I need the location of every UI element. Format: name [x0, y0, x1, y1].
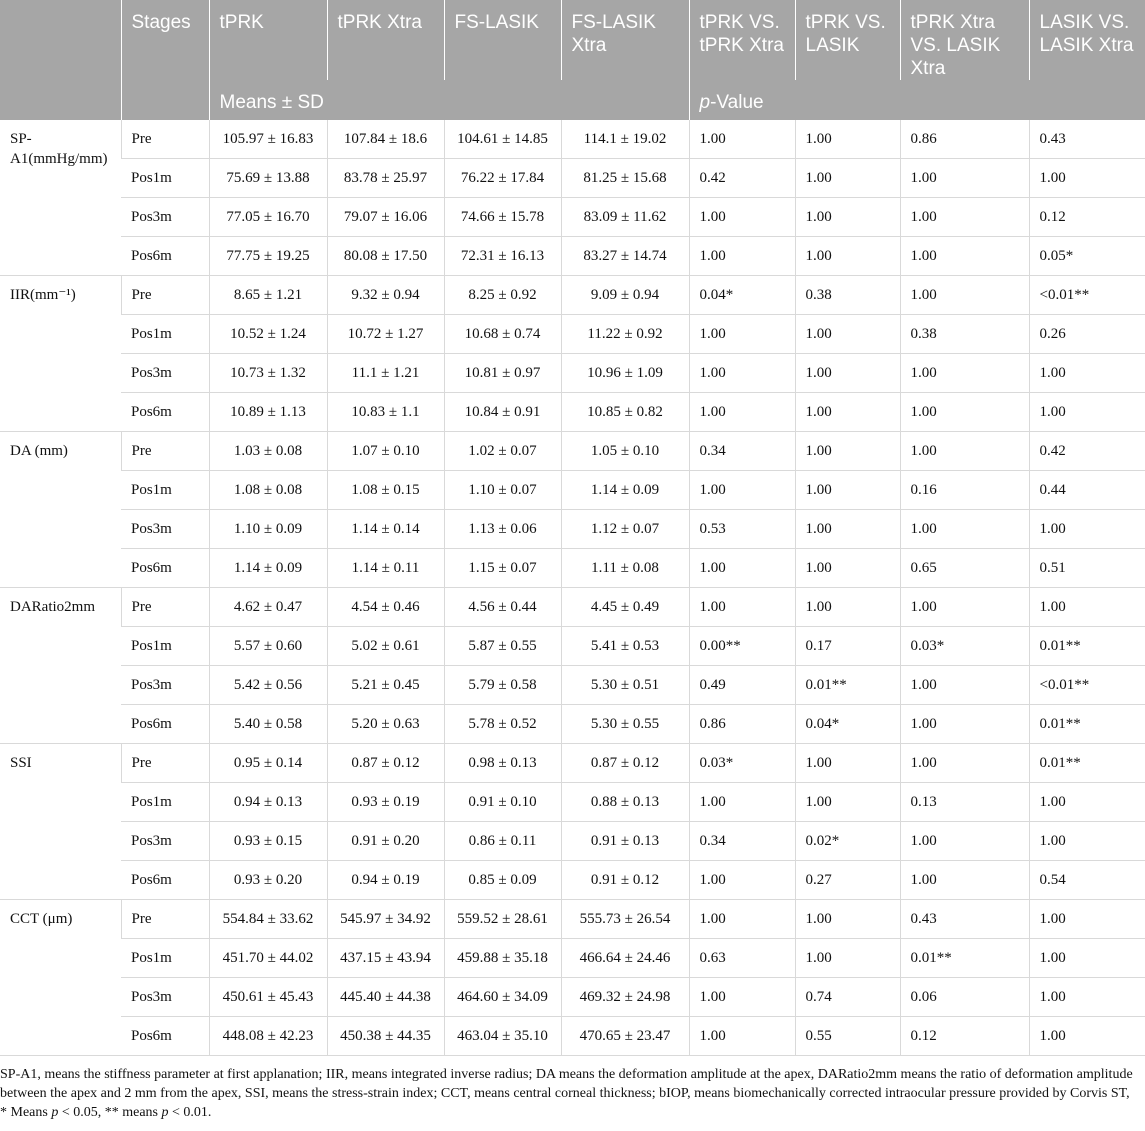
stage-cell: Pre [121, 120, 209, 159]
fs-lasik-xtra-mean-cell: 470.65 ± 23.47 [561, 1017, 689, 1056]
tprk-mean-cell: 10.89 ± 1.13 [209, 393, 327, 432]
p-tprk-vs-lasik-cell: 1.00 [795, 744, 900, 783]
stage-cell: Pos3m [121, 666, 209, 705]
fs-lasik-mean-cell: 0.91 ± 0.10 [444, 783, 561, 822]
table-row [0, 510, 1145, 549]
table-row [0, 198, 1145, 237]
p-tprk-vs-lasik-cell: 1.00 [795, 471, 900, 510]
tprk-mean-cell: 1.03 ± 0.08 [209, 432, 327, 471]
tprk-mean-cell: 10.52 ± 1.24 [209, 315, 327, 354]
p-lasik-vs-lasik-xtra-cell: 1.00 [1029, 588, 1145, 627]
table-row [0, 744, 1145, 783]
fs-lasik-xtra-mean-cell: 1.12 ± 0.07 [561, 510, 689, 549]
header-lasik-vs-lasik-xtra: LASIK VS. LASIK Xtra [1029, 0, 1145, 80]
tprk-mean-cell: 0.95 ± 0.14 [209, 744, 327, 783]
p-tprk-xtra-vs-lasik-xtra-cell: 1.00 [900, 705, 1029, 744]
tprk-mean-cell: 105.97 ± 16.83 [209, 120, 327, 159]
footnote-p1: p [51, 1105, 59, 1120]
p-tprk-vs-tprk-xtra-cell: 1.00 [689, 237, 795, 276]
p-tprk-vs-tprk-xtra-cell: 0.86 [689, 705, 795, 744]
table-row [0, 393, 1145, 432]
p-tprk-vs-tprk-xtra-cell: 0.00** [689, 627, 795, 666]
fs-lasik-mean-cell: 0.86 ± 0.11 [444, 822, 561, 861]
fs-lasik-xtra-mean-cell: 1.05 ± 0.10 [561, 432, 689, 471]
fs-lasik-mean-cell: 72.31 ± 16.13 [444, 237, 561, 276]
stage-cell: Pos1m [121, 315, 209, 354]
table-row [0, 120, 1145, 159]
tprk-xtra-mean-cell: 0.91 ± 0.20 [327, 822, 444, 861]
stage-cell: Pos3m [121, 510, 209, 549]
p-tprk-vs-tprk-xtra-cell: 1.00 [689, 393, 795, 432]
tprk-xtra-mean-cell: 5.02 ± 0.61 [327, 627, 444, 666]
fs-lasik-xtra-mean-cell: 114.1 ± 19.02 [561, 120, 689, 159]
stage-cell: Pre [121, 588, 209, 627]
fs-lasik-mean-cell: 0.85 ± 0.09 [444, 861, 561, 900]
p-tprk-vs-lasik-cell: 1.00 [795, 159, 900, 198]
tprk-xtra-mean-cell: 11.1 ± 1.21 [327, 354, 444, 393]
stage-cell: Pos3m [121, 822, 209, 861]
p-tprk-vs-tprk-xtra-cell: 1.00 [689, 198, 795, 237]
fs-lasik-xtra-mean-cell: 0.91 ± 0.12 [561, 861, 689, 900]
fs-lasik-xtra-mean-cell: 5.30 ± 0.51 [561, 666, 689, 705]
fs-lasik-mean-cell: 1.15 ± 0.07 [444, 549, 561, 588]
p-tprk-vs-lasik-cell: 0.55 [795, 1017, 900, 1056]
fs-lasik-xtra-mean-cell: 1.11 ± 0.08 [561, 549, 689, 588]
tprk-mean-cell: 1.14 ± 0.09 [209, 549, 327, 588]
p-lasik-vs-lasik-xtra-cell: 1.00 [1029, 1017, 1145, 1056]
p-lasik-vs-lasik-xtra-cell: 0.01** [1029, 627, 1145, 666]
p-tprk-xtra-vs-lasik-xtra-cell: 0.16 [900, 471, 1029, 510]
p-lasik-vs-lasik-xtra-cell: 1.00 [1029, 783, 1145, 822]
header-tprk-vs-lasik: tPRK VS. LASIK [795, 0, 900, 80]
header-p-value [689, 80, 1145, 120]
table-footnote [0, 1056, 1140, 1122]
table-row [0, 159, 1145, 198]
p-lasik-vs-lasik-xtra-cell: 0.01** [1029, 744, 1145, 783]
tprk-mean-cell: 448.08 ± 42.23 [209, 1017, 327, 1056]
p-lasik-vs-lasik-xtra-cell: 1.00 [1029, 159, 1145, 198]
p-lasik-vs-lasik-xtra-cell: 1.00 [1029, 393, 1145, 432]
tprk-xtra-mean-cell: 1.14 ± 0.11 [327, 549, 444, 588]
tprk-xtra-mean-cell: 0.87 ± 0.12 [327, 744, 444, 783]
p-tprk-xtra-vs-lasik-xtra-cell: 0.06 [900, 978, 1029, 1017]
parameter-label: DARatio2mm [0, 588, 121, 744]
fs-lasik-mean-cell: 10.84 ± 0.91 [444, 393, 561, 432]
fs-lasik-mean-cell: 463.04 ± 35.10 [444, 1017, 561, 1056]
tprk-xtra-mean-cell: 10.72 ± 1.27 [327, 315, 444, 354]
p-tprk-vs-tprk-xtra-cell: 1.00 [689, 783, 795, 822]
header-tprk-xtra: tPRK Xtra [327, 0, 444, 80]
p-tprk-vs-tprk-xtra-cell: 1.00 [689, 861, 795, 900]
tprk-xtra-mean-cell: 545.97 ± 34.92 [327, 900, 444, 939]
p-value-italic: p [699, 92, 711, 113]
p-tprk-vs-tprk-xtra-cell: 0.53 [689, 510, 795, 549]
tprk-xtra-mean-cell: 83.78 ± 25.97 [327, 159, 444, 198]
p-tprk-vs-tprk-xtra-cell: 1.00 [689, 549, 795, 588]
table-row [0, 588, 1145, 627]
fs-lasik-xtra-mean-cell: 83.27 ± 14.74 [561, 237, 689, 276]
tprk-xtra-mean-cell: 107.84 ± 18.6 [327, 120, 444, 159]
tprk-mean-cell: 0.93 ± 0.20 [209, 861, 327, 900]
p-tprk-vs-tprk-xtra-cell: 1.00 [689, 354, 795, 393]
fs-lasik-xtra-mean-cell: 83.09 ± 11.62 [561, 198, 689, 237]
p-tprk-xtra-vs-lasik-xtra-cell: 0.12 [900, 1017, 1029, 1056]
table-row [0, 315, 1145, 354]
fs-lasik-mean-cell: 464.60 ± 34.09 [444, 978, 561, 1017]
p-tprk-xtra-vs-lasik-xtra-cell: 1.00 [900, 861, 1029, 900]
parameter-label: CCT (μm) [0, 900, 121, 1056]
p-lasik-vs-lasik-xtra-cell: 1.00 [1029, 900, 1145, 939]
p-lasik-vs-lasik-xtra-cell: 0.44 [1029, 471, 1145, 510]
p-tprk-xtra-vs-lasik-xtra-cell: 1.00 [900, 198, 1029, 237]
tprk-xtra-mean-cell: 0.94 ± 0.19 [327, 861, 444, 900]
header-row-columns [0, 0, 1145, 80]
p-tprk-xtra-vs-lasik-xtra-cell: 1.00 [900, 510, 1029, 549]
stage-cell: Pos6m [121, 549, 209, 588]
p-tprk-xtra-vs-lasik-xtra-cell: 0.03* [900, 627, 1029, 666]
header-tprk-xtra-vs-lasik-xtra: tPRK Xtra VS. LASIK Xtra [900, 0, 1029, 80]
p-lasik-vs-lasik-xtra-cell: 1.00 [1029, 354, 1145, 393]
stage-cell: Pos1m [121, 627, 209, 666]
table-row [0, 1017, 1145, 1056]
p-tprk-xtra-vs-lasik-xtra-cell: 1.00 [900, 393, 1029, 432]
footnote-main: SP-A1, means the stiffness parameter at first applanation; IIR, means integrated inverse radius; DA means the deformation amplitude at the apex, DARatio2mm means the ratio of deformation amplitude between the apex and 2 mm from the apex, SSI, means the stress-strain index; CCT, means central corneal thickness; bIOP, means biomechanically corrected intraocular pressure provided by Corvis ST, * Means [0, 1067, 1133, 1120]
fs-lasik-mean-cell: 74.66 ± 15.78 [444, 198, 561, 237]
stage-cell: Pos3m [121, 978, 209, 1017]
table-row [0, 900, 1145, 939]
p-tprk-xtra-vs-lasik-xtra-cell: 1.00 [900, 237, 1029, 276]
stage-cell: Pos3m [121, 354, 209, 393]
stage-cell: Pos6m [121, 705, 209, 744]
tprk-mean-cell: 5.57 ± 0.60 [209, 627, 327, 666]
header-fs-lasik-xtra: FS-LASIK Xtra [561, 0, 689, 80]
tprk-xtra-mean-cell: 4.54 ± 0.46 [327, 588, 444, 627]
p-tprk-xtra-vs-lasik-xtra-cell: 0.65 [900, 549, 1029, 588]
p-lasik-vs-lasik-xtra-cell: <0.01** [1029, 276, 1145, 315]
stage-cell: Pos3m [121, 198, 209, 237]
tprk-xtra-mean-cell: 9.32 ± 0.94 [327, 276, 444, 315]
p-tprk-xtra-vs-lasik-xtra-cell: 1.00 [900, 432, 1029, 471]
fs-lasik-mean-cell: 5.78 ± 0.52 [444, 705, 561, 744]
tprk-xtra-mean-cell: 5.20 ± 0.63 [327, 705, 444, 744]
tprk-mean-cell: 10.73 ± 1.32 [209, 354, 327, 393]
p-tprk-vs-lasik-cell: 1.00 [795, 393, 900, 432]
fs-lasik-mean-cell: 5.87 ± 0.55 [444, 627, 561, 666]
p-lasik-vs-lasik-xtra-cell: 0.43 [1029, 120, 1145, 159]
tprk-mean-cell: 0.94 ± 0.13 [209, 783, 327, 822]
table-row [0, 276, 1145, 315]
fs-lasik-xtra-mean-cell: 4.45 ± 0.49 [561, 588, 689, 627]
p-tprk-xtra-vs-lasik-xtra-cell: 1.00 [900, 159, 1029, 198]
p-lasik-vs-lasik-xtra-cell: 0.54 [1029, 861, 1145, 900]
table-row [0, 861, 1145, 900]
stage-cell: Pos6m [121, 393, 209, 432]
p-tprk-vs-lasik-cell: 1.00 [795, 783, 900, 822]
table-row [0, 237, 1145, 276]
parameter-label: IIR(mm⁻¹) [0, 276, 121, 432]
stage-cell: Pos1m [121, 159, 209, 198]
p-tprk-xtra-vs-lasik-xtra-cell: 1.00 [900, 354, 1029, 393]
p-tprk-vs-lasik-cell: 1.00 [795, 354, 900, 393]
tprk-mean-cell: 1.08 ± 0.08 [209, 471, 327, 510]
p-tprk-vs-lasik-cell: 1.00 [795, 549, 900, 588]
table-row [0, 432, 1145, 471]
fs-lasik-xtra-mean-cell: 466.64 ± 24.46 [561, 939, 689, 978]
p-tprk-xtra-vs-lasik-xtra-cell: 0.01** [900, 939, 1029, 978]
stage-cell: Pre [121, 276, 209, 315]
p-tprk-vs-lasik-cell: 1.00 [795, 198, 900, 237]
stage-cell: Pre [121, 744, 209, 783]
fs-lasik-mean-cell: 104.61 ± 14.85 [444, 120, 561, 159]
tprk-mean-cell: 451.70 ± 44.02 [209, 939, 327, 978]
parameter-label: SP-A1(mmHg/mm) [0, 120, 121, 276]
header-tprk-vs-tprk-xtra: tPRK VS. tPRK Xtra [689, 0, 795, 80]
p-lasik-vs-lasik-xtra-cell: 0.05* [1029, 237, 1145, 276]
p-tprk-vs-tprk-xtra-cell: 1.00 [689, 315, 795, 354]
p-tprk-vs-lasik-cell: 0.17 [795, 627, 900, 666]
p-tprk-vs-lasik-cell: 0.02* [795, 822, 900, 861]
header-parameter-column [0, 0, 121, 80]
fs-lasik-xtra-mean-cell: 5.41 ± 0.53 [561, 627, 689, 666]
fs-lasik-mean-cell: 1.02 ± 0.07 [444, 432, 561, 471]
table-row [0, 354, 1145, 393]
p-lasik-vs-lasik-xtra-cell: 1.00 [1029, 822, 1145, 861]
p-tprk-vs-tprk-xtra-cell: 0.04* [689, 276, 795, 315]
table-row [0, 822, 1145, 861]
p-lasik-vs-lasik-xtra-cell: 0.01** [1029, 705, 1145, 744]
p-tprk-xtra-vs-lasik-xtra-cell: 0.86 [900, 120, 1029, 159]
p-tprk-vs-lasik-cell: 1.00 [795, 315, 900, 354]
p-tprk-vs-lasik-cell: 1.00 [795, 237, 900, 276]
p-tprk-xtra-vs-lasik-xtra-cell: 1.00 [900, 276, 1029, 315]
fs-lasik-xtra-mean-cell: 0.88 ± 0.13 [561, 783, 689, 822]
header-empty-1 [0, 80, 121, 120]
fs-lasik-xtra-mean-cell: 10.85 ± 0.82 [561, 393, 689, 432]
tprk-mean-cell: 77.75 ± 19.25 [209, 237, 327, 276]
p-tprk-xtra-vs-lasik-xtra-cell: 1.00 [900, 666, 1029, 705]
p-tprk-xtra-vs-lasik-xtra-cell: 1.00 [900, 822, 1029, 861]
fs-lasik-xtra-mean-cell: 5.30 ± 0.55 [561, 705, 689, 744]
stage-cell: Pre [121, 900, 209, 939]
table-row [0, 627, 1145, 666]
p-tprk-vs-tprk-xtra-cell: 1.00 [689, 1017, 795, 1056]
p-tprk-vs-lasik-cell: 0.04* [795, 705, 900, 744]
p-tprk-vs-lasik-cell: 0.27 [795, 861, 900, 900]
table-row [0, 783, 1145, 822]
table-row [0, 939, 1145, 978]
tprk-mean-cell: 1.10 ± 0.09 [209, 510, 327, 549]
p-lasik-vs-lasik-xtra-cell: <0.01** [1029, 666, 1145, 705]
p-tprk-xtra-vs-lasik-xtra-cell: 1.00 [900, 744, 1029, 783]
fs-lasik-xtra-mean-cell: 81.25 ± 15.68 [561, 159, 689, 198]
fs-lasik-mean-cell: 8.25 ± 0.92 [444, 276, 561, 315]
tprk-xtra-mean-cell: 1.07 ± 0.10 [327, 432, 444, 471]
header-empty-2 [121, 80, 209, 120]
tprk-mean-cell: 450.61 ± 45.43 [209, 978, 327, 1017]
fs-lasik-xtra-mean-cell: 469.32 ± 24.98 [561, 978, 689, 1017]
fs-lasik-mean-cell: 459.88 ± 35.18 [444, 939, 561, 978]
p-tprk-vs-lasik-cell: 1.00 [795, 588, 900, 627]
table-body [0, 120, 1145, 1056]
tprk-mean-cell: 5.42 ± 0.56 [209, 666, 327, 705]
tprk-xtra-mean-cell: 1.08 ± 0.15 [327, 471, 444, 510]
p-lasik-vs-lasik-xtra-cell: 0.42 [1029, 432, 1145, 471]
fs-lasik-mean-cell: 76.22 ± 17.84 [444, 159, 561, 198]
tprk-xtra-mean-cell: 1.14 ± 0.14 [327, 510, 444, 549]
header-tprk: tPRK [209, 0, 327, 80]
fs-lasik-mean-cell: 1.10 ± 0.07 [444, 471, 561, 510]
p-tprk-vs-tprk-xtra-cell: 1.00 [689, 978, 795, 1017]
stage-cell: Pos6m [121, 1017, 209, 1056]
p-tprk-vs-lasik-cell: 0.01** [795, 666, 900, 705]
fs-lasik-xtra-mean-cell: 11.22 ± 0.92 [561, 315, 689, 354]
fs-lasik-xtra-mean-cell: 0.87 ± 0.12 [561, 744, 689, 783]
parameter-label: SSI [0, 744, 121, 900]
stage-cell: Pre [121, 432, 209, 471]
table-header [0, 0, 1145, 120]
p-tprk-vs-tprk-xtra-cell: 0.34 [689, 822, 795, 861]
p-tprk-xtra-vs-lasik-xtra-cell: 1.00 [900, 588, 1029, 627]
footnote-end: < 0.01. [168, 1105, 212, 1120]
p-tprk-vs-tprk-xtra-cell: 0.42 [689, 159, 795, 198]
table-row [0, 705, 1145, 744]
header-fs-lasik: FS-LASIK [444, 0, 561, 80]
fs-lasik-mean-cell: 10.81 ± 0.97 [444, 354, 561, 393]
table-row [0, 978, 1145, 1017]
p-lasik-vs-lasik-xtra-cell: 1.00 [1029, 510, 1145, 549]
tprk-xtra-mean-cell: 79.07 ± 16.06 [327, 198, 444, 237]
p-tprk-vs-lasik-cell: 1.00 [795, 900, 900, 939]
p-tprk-vs-lasik-cell: 1.00 [795, 432, 900, 471]
p-tprk-vs-tprk-xtra-cell: 1.00 [689, 900, 795, 939]
tprk-xtra-mean-cell: 437.15 ± 43.94 [327, 939, 444, 978]
p-lasik-vs-lasik-xtra-cell: 1.00 [1029, 978, 1145, 1017]
p-value-suffix: -Value [710, 92, 764, 113]
tprk-mean-cell: 4.62 ± 0.47 [209, 588, 327, 627]
tprk-xtra-mean-cell: 80.08 ± 17.50 [327, 237, 444, 276]
tprk-mean-cell: 554.84 ± 33.62 [209, 900, 327, 939]
p-lasik-vs-lasik-xtra-cell: 0.12 [1029, 198, 1145, 237]
tprk-mean-cell: 0.93 ± 0.15 [209, 822, 327, 861]
fs-lasik-mean-cell: 5.79 ± 0.58 [444, 666, 561, 705]
tprk-mean-cell: 75.69 ± 13.88 [209, 159, 327, 198]
header-stages: Stages [121, 0, 209, 80]
tprk-xtra-mean-cell: 450.38 ± 44.35 [327, 1017, 444, 1056]
tprk-xtra-mean-cell: 5.21 ± 0.45 [327, 666, 444, 705]
p-tprk-vs-lasik-cell: 0.38 [795, 276, 900, 315]
fs-lasik-xtra-mean-cell: 10.96 ± 1.09 [561, 354, 689, 393]
fs-lasik-xtra-mean-cell: 9.09 ± 0.94 [561, 276, 689, 315]
table-row [0, 666, 1145, 705]
fs-lasik-mean-cell: 0.98 ± 0.13 [444, 744, 561, 783]
p-lasik-vs-lasik-xtra-cell: 1.00 [1029, 939, 1145, 978]
table-row [0, 471, 1145, 510]
footnote-mid: < 0.05, ** means [58, 1105, 162, 1120]
stage-cell: Pos6m [121, 861, 209, 900]
stage-cell: Pos1m [121, 783, 209, 822]
p-tprk-xtra-vs-lasik-xtra-cell: 0.43 [900, 900, 1029, 939]
header-row-units [0, 80, 1145, 120]
stage-cell: Pos6m [121, 237, 209, 276]
p-tprk-vs-lasik-cell: 0.74 [795, 978, 900, 1017]
p-tprk-vs-tprk-xtra-cell: 0.34 [689, 432, 795, 471]
fs-lasik-xtra-mean-cell: 1.14 ± 0.09 [561, 471, 689, 510]
fs-lasik-xtra-mean-cell: 555.73 ± 26.54 [561, 900, 689, 939]
fs-lasik-mean-cell: 4.56 ± 0.44 [444, 588, 561, 627]
p-tprk-vs-lasik-cell: 1.00 [795, 510, 900, 549]
fs-lasik-mean-cell: 1.13 ± 0.06 [444, 510, 561, 549]
p-tprk-vs-tprk-xtra-cell: 1.00 [689, 120, 795, 159]
stage-cell: Pos1m [121, 939, 209, 978]
p-tprk-vs-tprk-xtra-cell: 0.49 [689, 666, 795, 705]
p-tprk-vs-tprk-xtra-cell: 0.03* [689, 744, 795, 783]
tprk-mean-cell: 77.05 ± 16.70 [209, 198, 327, 237]
p-tprk-vs-lasik-cell: 1.00 [795, 120, 900, 159]
tprk-xtra-mean-cell: 10.83 ± 1.1 [327, 393, 444, 432]
header-means-sd: Means ± SD [209, 80, 689, 120]
p-lasik-vs-lasik-xtra-cell: 0.51 [1029, 549, 1145, 588]
fs-lasik-xtra-mean-cell: 0.91 ± 0.13 [561, 822, 689, 861]
tprk-xtra-mean-cell: 445.40 ± 44.38 [327, 978, 444, 1017]
p-tprk-vs-tprk-xtra-cell: 0.63 [689, 939, 795, 978]
tprk-mean-cell: 5.40 ± 0.58 [209, 705, 327, 744]
tprk-xtra-mean-cell: 0.93 ± 0.19 [327, 783, 444, 822]
table-row [0, 549, 1145, 588]
p-lasik-vs-lasik-xtra-cell: 0.26 [1029, 315, 1145, 354]
p-tprk-vs-lasik-cell: 1.00 [795, 939, 900, 978]
tprk-mean-cell: 8.65 ± 1.21 [209, 276, 327, 315]
stage-cell: Pos1m [121, 471, 209, 510]
parameter-label: DA (mm) [0, 432, 121, 588]
fs-lasik-mean-cell: 559.52 ± 28.61 [444, 900, 561, 939]
footnote-p2: p [161, 1105, 169, 1120]
fs-lasik-mean-cell: 10.68 ± 0.74 [444, 315, 561, 354]
p-tprk-xtra-vs-lasik-xtra-cell: 0.13 [900, 783, 1029, 822]
p-tprk-vs-tprk-xtra-cell: 1.00 [689, 471, 795, 510]
p-tprk-xtra-vs-lasik-xtra-cell: 0.38 [900, 315, 1029, 354]
p-tprk-vs-tprk-xtra-cell: 1.00 [689, 588, 795, 627]
